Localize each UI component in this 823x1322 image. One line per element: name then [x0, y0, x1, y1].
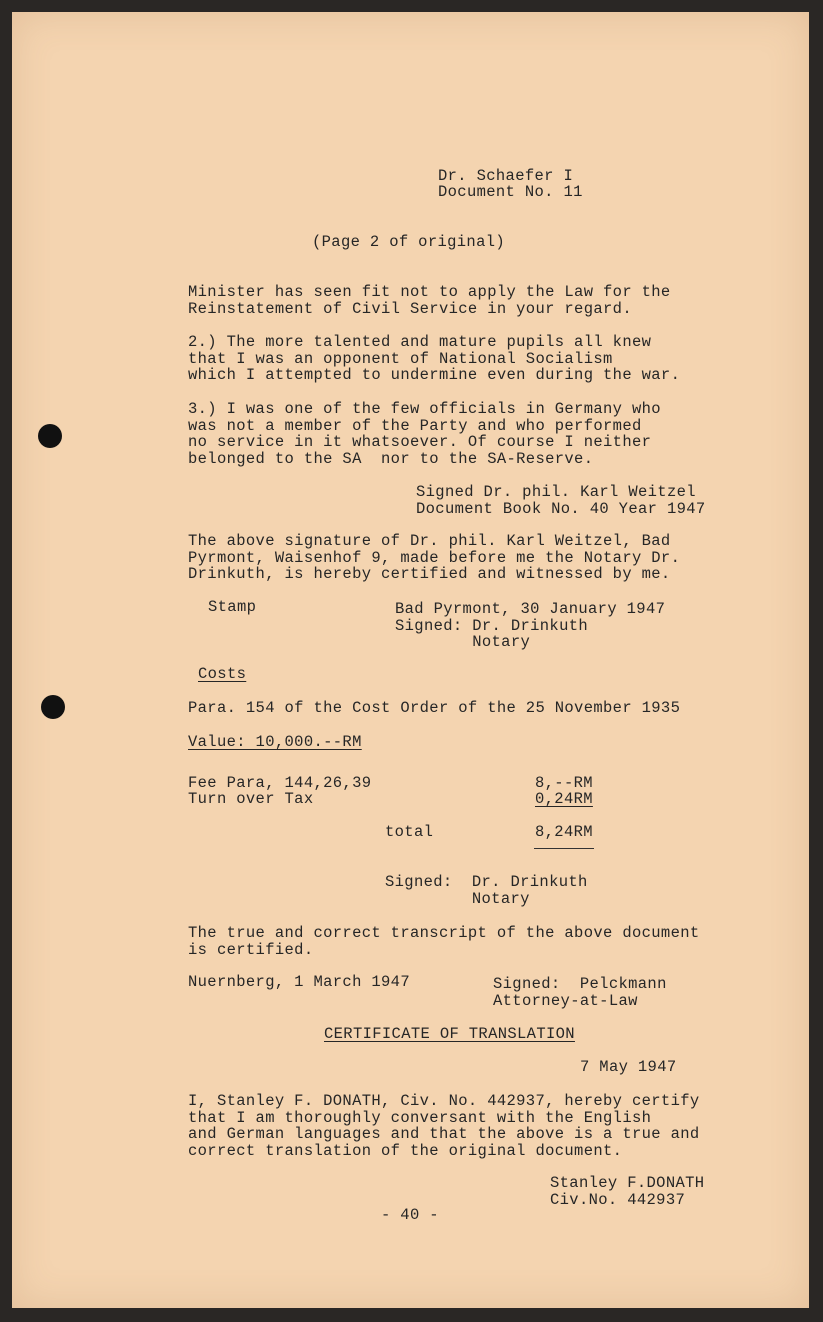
header-author: Dr. Schaefer I: [438, 167, 574, 185]
transcript-place-date: Nuernberg, 1 March 1947: [188, 973, 410, 991]
transcript-certification: The true and correct transcript of the above document is certified.: [188, 924, 700, 959]
punch-hole-top: [38, 424, 62, 448]
page-number: - 40 -: [381, 1206, 439, 1224]
fee-amount: 8,--RM: [535, 774, 593, 792]
costs-signed: Signed: Dr. Drinkuth Notary: [385, 873, 588, 908]
tax-label: Turn over Tax: [188, 790, 314, 808]
translator-signature: Stanley F.DONATH Civ.No. 442937: [550, 1174, 705, 1209]
paragraph-3: 3.) I was one of the few officials in Germany who was not a member of the Party and who performed no service in it whatsoever. Of course I neither belonged to the SA nor to the SA-Reserve.: [188, 400, 661, 468]
fee-label: Fee Para, 144,26,39: [188, 774, 372, 792]
paragraph-intro: Minister has seen fit not to apply the Law for the Reinstatement of Civil Service in your regard.: [188, 283, 671, 318]
costs-para-reference: Para. 154 of the Cost Order of the 25 November 1935: [188, 699, 681, 717]
page-note: (Page 2 of original): [312, 233, 506, 251]
tax-amount: 0,24RM: [535, 790, 593, 808]
costs-value: Value: 10,000.--RM: [188, 733, 362, 751]
stamp-label: Stamp: [208, 598, 257, 616]
certificate-date: 7 May 1947: [580, 1058, 677, 1076]
certification-paragraph: The above signature of Dr. phil. Karl Weitzel, Bad Pyrmont, Waisenhof 9, made before me the Notary Dr. Drinkuth, is hereby certified and witnessed by me.: [188, 532, 681, 583]
total-amount: 8,24RM: [535, 823, 593, 841]
total-label: total: [385, 823, 434, 841]
header-document-number: Document No. 11: [438, 183, 583, 201]
total-rule: [534, 848, 594, 849]
signed-weitzel: Signed Dr. phil. Karl Weitzel Document Book No. 40 Year 1947: [416, 483, 706, 518]
document-page: [12, 12, 809, 1308]
notary-block: Bad Pyrmont, 30 January 1947 Signed: Dr. Drinkuth Notary: [395, 600, 666, 651]
certificate-text: I, Stanley F. DONATH, Civ. No. 442937, hereby certify that I am thoroughly conversant with the English and German languages and that the above is a true and correct translation of the original document.: [188, 1092, 700, 1160]
punch-hole-bottom: [41, 695, 65, 719]
transcript-signed: Signed: Pelckmann Attorney-at-Law: [493, 975, 667, 1010]
certificate-heading: CERTIFICATE OF TRANSLATION: [324, 1025, 575, 1043]
paragraph-2: 2.) The more talented and mature pupils all knew that I was an opponent of National Socialism which I attempted to undermine even during the war.: [188, 333, 681, 384]
costs-heading: Costs: [198, 665, 247, 683]
